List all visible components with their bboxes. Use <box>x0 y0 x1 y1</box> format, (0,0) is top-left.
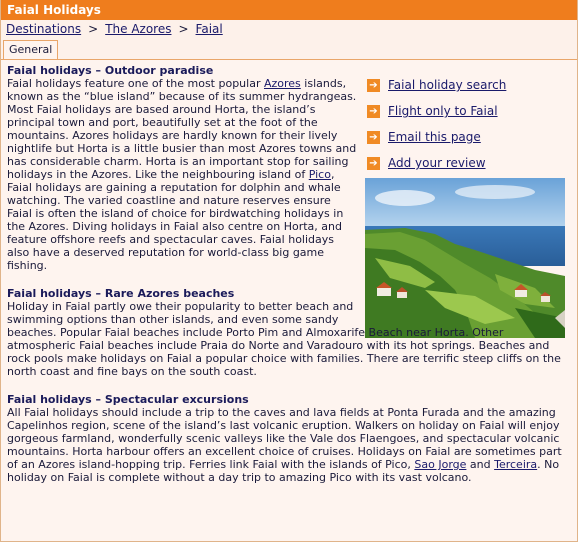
body-text: All Faial holidays should include a trip to the caves and lava fields at Ponta Furada and the amazing Capelinhos region, scene of the island’s last volcanic eruption. Walkers on holiday on Faial will enjoy gorgeous farmland, wonderfully scenic valleys like the Vale dos Flaengoes, and spectacular volcanic mountains. Horta harbour offers an excellent choice of cruises. Holidays on Faial are sometimes part of an Azores island-hopping trip. Ferries link Faial with the islands of Pico, <box>7 406 562 471</box>
section-outdoor-paradise <box>7 64 357 272</box>
arrow-right-icon: ➔ <box>367 105 380 118</box>
pico-link[interactable]: Pico <box>308 168 331 181</box>
arrow-right-icon: ➔ <box>367 157 380 170</box>
breadcrumb-separator: > <box>178 22 189 36</box>
section-body <box>7 300 573 378</box>
arrow-right-icon: ➔ <box>367 131 380 144</box>
tab-bar <box>1 38 577 60</box>
sao-jorge-link[interactable]: Sao Jorge <box>414 458 467 471</box>
add-review-link[interactable]: Add your review <box>388 156 486 170</box>
body-text: , Faial holidays are gaining a reputation for dolphin and whale watching. The varied coastline and nature reserves ensure Faial is often the island of choice for birdwatching holidays in the Azores. Diving holidays in Faial also centre on Horta, and feature offshore reefs and spectacular caves. Faial holidays also have a deserved reputation for world-class big game fishing. <box>7 168 344 272</box>
breadcrumb-destinations[interactable]: Destinations <box>6 22 82 36</box>
flight-only-link[interactable]: Flight only to Faial <box>388 104 498 118</box>
email-page-link[interactable]: Email this page <box>388 130 481 144</box>
section-body <box>7 406 573 484</box>
azores-link[interactable]: Azores <box>263 77 301 90</box>
body-text: Faial holidays feature one of the most popular <box>7 77 264 90</box>
terceira-link[interactable]: Terceira <box>494 458 538 471</box>
section-excursions <box>7 393 573 484</box>
breadcrumb <box>1 20 577 38</box>
photo-spacer <box>359 300 573 326</box>
body-text: Other atmospheric Faial beaches include Praia do Norte and Varadouro with its hot springs. Beaches and rock pools make holidays on Faial a popular choice with families. There are terrific steep cliffs on the north coast and fine bays on the south coast. <box>7 326 561 378</box>
section-heading: Faial holidays – Outdoor paradise <box>7 64 214 77</box>
arrow-right-icon: ➔ <box>367 79 380 92</box>
breadcrumb-separator: > <box>88 22 99 36</box>
body-text: . No holiday on Faial is complete without a day trip to amazing Pico with its vast volcano. <box>7 458 560 484</box>
breadcrumb-faial[interactable]: Faial <box>195 22 223 36</box>
section-rare-beaches <box>7 287 573 378</box>
holiday-search-link[interactable]: Faial holiday search <box>388 78 507 92</box>
body-text: islands, known as the “blue island” because of its summer hydrangeas. Most Faial holidays are based around Horta, the island’s principal town and port, beautifully set at the foot of the mountains. Azores holidays are hardly known for their lively nightlife but Horta is a little busier than most Azores towns and has considerable charm. Horta is an important stop for sailing holidays in the Azores. Like the neighbouring island of <box>7 77 357 181</box>
section-heading: Faial holidays – Rare Azores beaches <box>7 287 235 300</box>
section-heading: Faial holidays – Spectacular excursions <box>7 393 249 406</box>
section-body <box>7 77 357 272</box>
breadcrumb-azores[interactable]: The Azores <box>105 22 172 36</box>
main-content <box>7 64 573 499</box>
tab-general[interactable]: General <box>3 40 58 59</box>
page-title: Faial Holidays <box>1 0 577 20</box>
body-text: and <box>466 458 495 471</box>
body-text: Holiday in Faial partly owe their popularity to better beach and swimming options than other islands, and even some sandy beaches. Popular Faial beaches include Porto Pim and Almoxarife Beach near Horta. <box>7 300 469 339</box>
